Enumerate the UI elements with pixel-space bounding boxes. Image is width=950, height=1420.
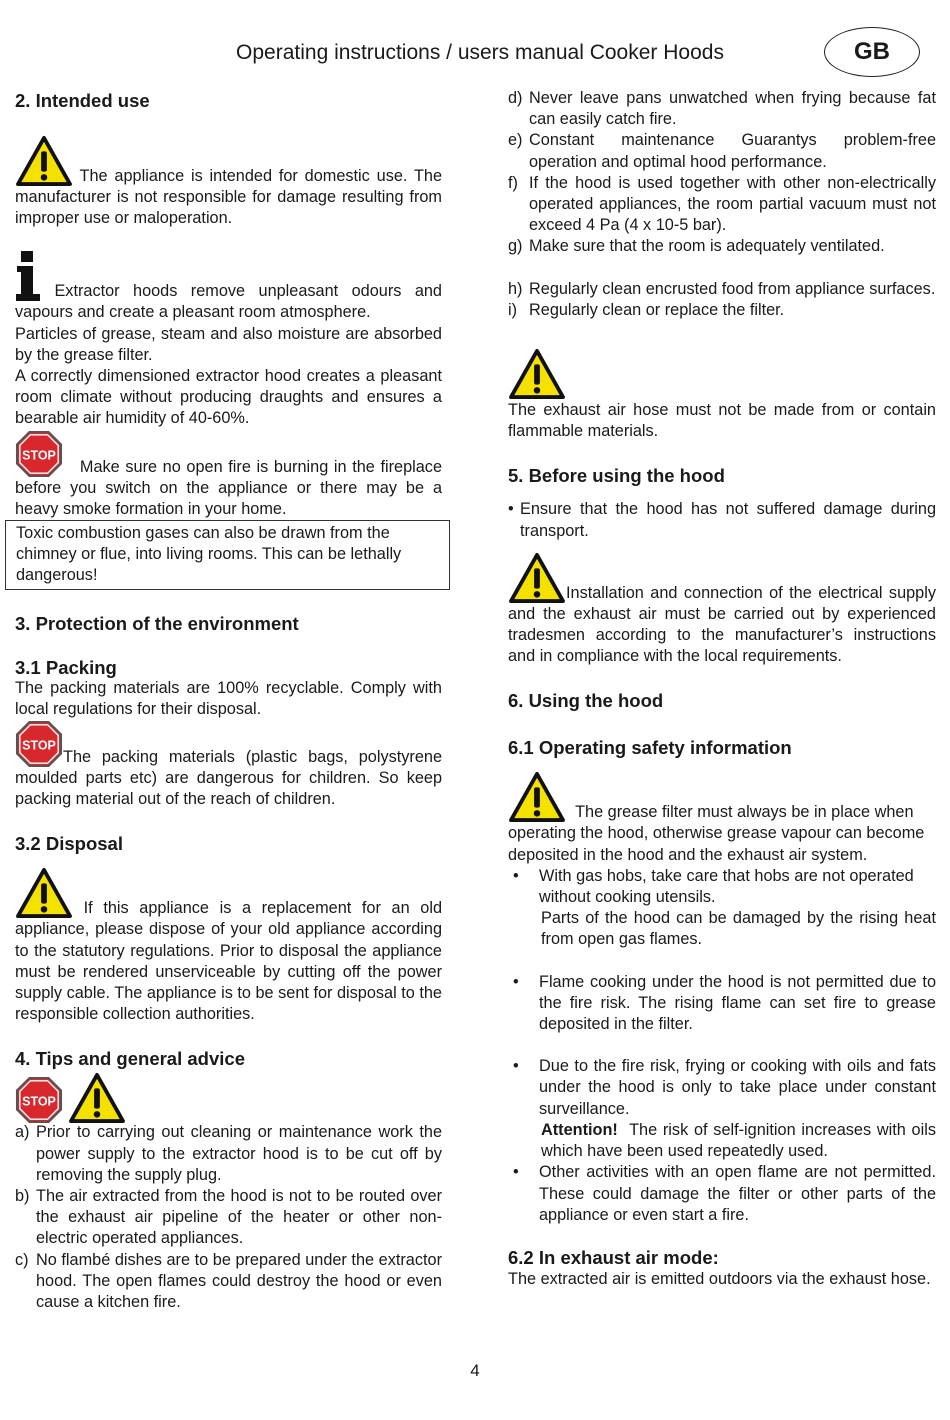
packing-heading: 3.1 Packing	[15, 656, 117, 678]
attention-text: The risk of self-ignition increases with oils which have been used repeatedly used.	[541, 1120, 936, 1161]
section-using-hood-heading: 6. Using the hood	[508, 690, 664, 712]
stop-sign-icon	[15, 430, 63, 478]
warning-triangle-icon	[15, 867, 73, 919]
safety-list-3	[508, 1056, 936, 1120]
list-item: g) Make sure that the room is adequately ventilated.	[508, 237, 885, 256]
disposal-paragraph	[15, 867, 442, 1025]
list-item: • Other activities with an open flame are not permitted. These could damage the filter or other parts of the appliance or even start a fire.	[508, 1162, 936, 1226]
packing-danger-paragraph	[15, 720, 442, 810]
room-climate-paragraph: A correctly dimensioned extractor hood creates a pleasant room climate without producing draughts and ensures a bearable air humidity of 40-60%.	[15, 367, 442, 428]
list-spacer	[508, 258, 936, 279]
odours-text: Extractor hoods remove unpleasant odours and vapours and create a pleasant room atmosphere.	[15, 282, 442, 322]
list-item: b) The air extracted from the hood is not to be routed over the exhaust air pipeline of the heater or other non-electric operated appliances.	[15, 1187, 442, 1248]
installation-paragraph	[508, 552, 936, 668]
list-item: i) Regularly clean or replace the filter.	[508, 300, 785, 319]
safety-list	[508, 866, 936, 908]
tips-list-right	[508, 88, 936, 321]
list-item: c) No flambé dishes are to be prepared under the extractor hood. The open flames could destroy the hood or even cause a kitchen fire.	[15, 1250, 442, 1312]
disposal-text: If this appliance is a replacement for an old appliance, please dispose of your old appliance according to the statutory regulations. Prior to disposal the appliance must be rendered unserviceable by cutting off the power supply cable. The appliance is to be sent for disposal to the responsible collection authorities.	[15, 899, 442, 1024]
intended-use-text: The appliance is intended for domestic use. The manufacturer is not responsible for damage resulting from improper use or maloperation.	[15, 166, 443, 228]
left-column	[15, 88, 442, 1313]
language-badge: GB	[824, 27, 920, 77]
installation-text: Installation and connection of the electrical supply and the exhaust air must be carried out by experienced tradesmen according to the manufacturer’s instructions and in compliance with the local requirements.	[508, 583, 936, 666]
list-item: • Ensure that the hood has not suffered damage during transport.	[508, 499, 936, 541]
exhaust-hose-warning: The exhaust air hose must not be made from or contain flammable materials.	[508, 401, 936, 441]
packing-recyclable-paragraph: The packing materials are 100% recyclable. Comply with local regulations for their disposal.	[15, 678, 442, 718]
attention-paragraph	[508, 1120, 936, 1162]
gas-flames-subtext: Parts of the hood can be damaged by the rising heat from open gas flames.	[541, 909, 936, 949]
exhaust-mode-paragraph: The extracted air is emitted outdoors via the exhaust hose.	[508, 1269, 931, 1288]
safety-list-4	[508, 1162, 936, 1226]
tips-list-left	[15, 1122, 442, 1313]
intended-use-paragraph	[15, 135, 442, 229]
list-item: • Flame cooking under the hood is not permitted due to the fire risk. The rising flame can set fire to grease deposited in the filter.	[508, 972, 936, 1036]
warning-triangle-icon	[508, 552, 566, 604]
grease-particles-paragraph: Particles of grease, steam and also moisture are absorbed by the grease filter.	[15, 324, 442, 364]
section-environment-heading: 3. Protection of the environment	[15, 612, 299, 634]
warning-triangle-icon	[68, 1072, 126, 1124]
stop-sign-icon	[15, 1076, 63, 1124]
list-item: • Due to the fire risk, frying or cooking with oils and fats under the hood is only to take place under constant surveillance.	[508, 1056, 936, 1120]
warning-triangle-icon	[15, 135, 73, 187]
odours-paragraph	[15, 250, 442, 323]
toxic-gases-warning-box: Toxic combustion gases can also be drawn from the chimney or flue, into living rooms. This can be lethally dangerous!	[5, 520, 450, 590]
list-item: h) Regularly clean encrusted food from appliance surfaces.	[508, 279, 936, 298]
right-column	[508, 88, 936, 1290]
information-icon	[15, 250, 41, 302]
warning-triangle-icon	[508, 771, 566, 823]
list-item: e) Constant maintenance Guarantys problem-free operation and optimal hood performance.	[508, 131, 936, 171]
attention-label: Attention!	[541, 1120, 618, 1139]
open-fire-text: Make sure no open fire is burning in the fireplace before you switch on the appliance or there may be a heavy smoke formation in your home.	[15, 457, 442, 518]
page-number: 4	[470, 1361, 480, 1380]
disposal-heading: 3.2 Disposal	[15, 833, 123, 855]
list-item: • With gas hobs, take care that hobs are not operated without cooking utensils.	[508, 866, 936, 908]
packing-danger-text: The packing materials (plastic bags, polystyrene moulded parts etc) are dangerous for children. So keep packing material out of the reach of children.	[15, 747, 442, 809]
open-fire-paragraph	[15, 430, 442, 520]
exhaust-mode-heading: 6.2 In exhaust air mode:	[508, 1246, 719, 1268]
stop-sign-icon	[15, 720, 63, 768]
section-tips-heading: 4. Tips and general advice	[15, 1048, 245, 1070]
list-item: a) Prior to carrying out cleaning or maintenance work the power supply to the extractor hood is to be cut off by removing the supply plug.	[15, 1123, 442, 1184]
safety-list-2	[508, 972, 936, 1036]
safety-info-heading: 6.1 Operating safety information	[508, 737, 792, 759]
warning-triangle-icon	[508, 348, 566, 400]
section-before-use-heading: 5. Before using the hood	[508, 465, 725, 487]
list-item: d) Never leave pans unwatched when frying because fat can easily catch fire.	[508, 89, 936, 129]
grease-filter-paragraph	[508, 771, 936, 865]
section-intended-use-heading: 2. Intended use	[15, 90, 150, 111]
tips-icons	[15, 1072, 442, 1122]
page-header-title: Operating instructions / users manual Cooker Hoods	[236, 41, 724, 64]
before-use-list	[508, 499, 936, 541]
grease-filter-text: The grease filter must always be in place when operating the hood, otherwise grease vapour can become deposited in the hood and the exhaust air system.	[508, 803, 925, 864]
list-item: f) If the hood is used together with other non-electrically operated appliances, the room partial vacuum must not exceed 4 Pa (4 x 10-5 bar).	[508, 173, 936, 235]
